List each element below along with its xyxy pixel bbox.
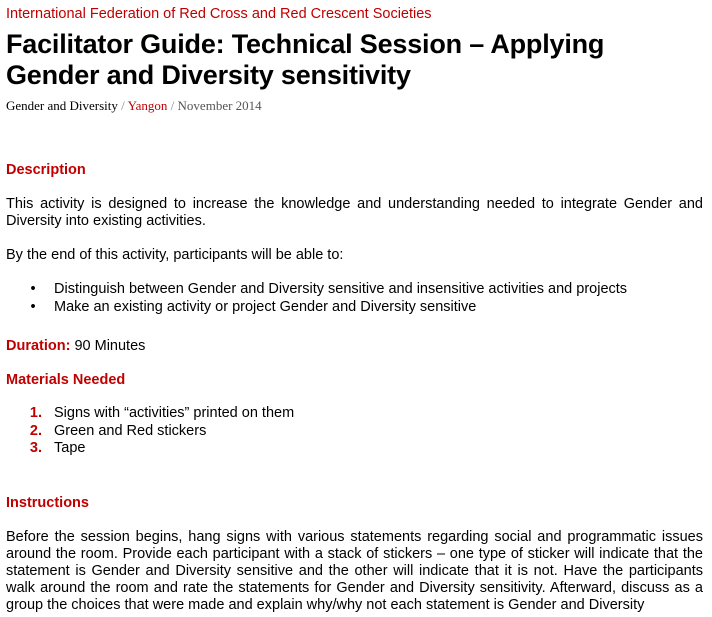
item-number: 2.	[29, 422, 42, 439]
duration-label: Duration:	[6, 338, 71, 354]
list-item	[6, 440, 703, 458]
objective-text: Distinguish between Gender and Diversity sensitive and insensitive activities and projects	[54, 281, 628, 297]
materials-list	[6, 405, 703, 458]
objectives-list	[6, 281, 703, 316]
list-item	[6, 281, 703, 299]
document-meta	[6, 98, 262, 114]
meta-separator: /	[117, 98, 128, 113]
material-text: Green and Red stickers	[54, 422, 207, 439]
meta-separator: /	[167, 98, 178, 113]
objective-text: Make an existing activity or project Gender and Diversity sensitive	[54, 298, 477, 315]
title-line-2: Gender and Diversity sensitivity	[6, 60, 411, 90]
item-number: 3.	[29, 440, 42, 456]
description-heading: Description	[6, 162, 86, 178]
topic-label: Gender and Diversity	[6, 98, 118, 113]
bullet-icon: •	[30, 281, 36, 297]
list-item	[6, 423, 703, 441]
bullet-icon: •	[30, 298, 36, 315]
instructions-heading: Instructions	[6, 495, 89, 511]
list-item	[6, 299, 703, 317]
duration-line	[6, 338, 145, 354]
instructions-paragraph: Before the session begins, hang signs with various statements regarding social and programmatic issues around the room. Provide each participant with a stack of stickers – one type of sticker will indicate that the statement is Gender and Diversity sensitive and the other will indicate that it is not. Have the participants walk around the room and rate the statements for Gender and Diversity sensitivity. Afterward, discuss as a group the choices that were made and explain why/why not each statement is Gender and Diversity	[6, 529, 703, 613]
material-text: Tape	[54, 440, 86, 456]
date-label: November 2014	[177, 98, 262, 113]
objectives-intro: By the end of this activity, participants will be able to:	[6, 247, 344, 263]
materials-heading: Materials Needed	[6, 372, 126, 388]
organization-name: International Federation of Red Cross and Red Crescent Societies	[6, 6, 432, 22]
location-label: Yangon	[127, 98, 168, 113]
title-line-1: Facilitator Guide: Technical Session – Applying	[6, 29, 605, 59]
duration-value: 90 Minutes	[70, 338, 146, 354]
page-title	[6, 29, 604, 91]
description-paragraph: This activity is designed to increase the knowledge and understanding needed to integrate Gender and Diversity into existing activities.	[6, 196, 703, 229]
material-text: Signs with “activities” printed on them	[54, 405, 295, 421]
item-number: 1.	[29, 405, 42, 421]
list-item	[6, 405, 703, 423]
